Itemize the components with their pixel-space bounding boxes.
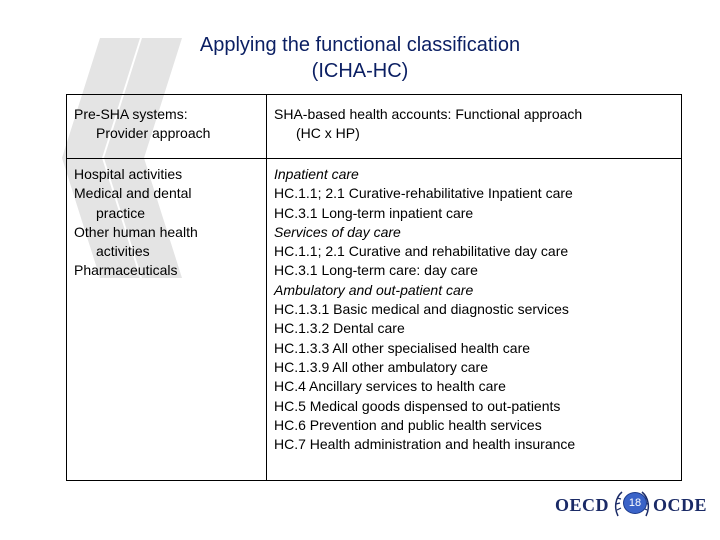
classification-table: [66, 94, 682, 481]
title-line-2: (ICHA-HC): [311, 60, 409, 82]
function-item: HC.4 Ancillary services to health care: [274, 378, 506, 395]
function-category: Inpatient care: [274, 166, 359, 182]
function-list-cell: [267, 159, 682, 481]
function-item: HC.1.1; 2.1 Curative-rehabilitative Inpatient care: [274, 185, 573, 202]
function-item: HC.6 Prevention and public health services: [274, 416, 542, 433]
sha-header-title: SHA-based health accounts: Functional approach: [274, 106, 583, 122]
function-item: HC.1.3.3 All other specialised health care: [274, 339, 531, 356]
function-item: HC.5 Medical goods dispensed to out-patients: [274, 397, 561, 414]
provider-item: Other human health: [74, 223, 198, 240]
function-item: HC.1.1; 2.1 Curative and rehabilitative day care: [274, 243, 569, 260]
provider-item: Pharmaceuticals: [74, 262, 178, 279]
sha-header-cell: [267, 95, 682, 159]
logo-text-ocde: OCDE: [653, 495, 708, 515]
table-header-row: [67, 95, 682, 159]
logo-text-oecd: OECD: [555, 495, 610, 515]
page-number-badge: 18: [623, 492, 647, 514]
title-line-1: Applying the functional classification: [199, 34, 521, 56]
provider-item: Medical and dental: [74, 185, 192, 202]
pre-sha-header-cell: [67, 95, 267, 159]
function-item: HC.3.1 Long-term care: day care: [274, 262, 478, 279]
function-category: Services of day care: [274, 223, 401, 240]
table-body-row: [67, 159, 682, 481]
function-item: HC.1.3.9 All other ambulatory care: [274, 358, 488, 375]
pre-sha-header-subtitle: Provider approach: [96, 125, 211, 142]
sha-header-subtitle: (HC x HP): [296, 125, 360, 142]
function-category: Ambulatory and out-patient care: [274, 281, 474, 298]
function-item: HC.7 Health administration and health insurance: [274, 436, 576, 453]
oecd-footer-logo: [555, 490, 708, 518]
function-item: HC.3.1 Long-term inpatient care: [274, 204, 474, 221]
pre-sha-header-title: Pre-SHA systems:: [74, 106, 188, 122]
provider-item: practice: [96, 204, 146, 221]
provider-list-cell: [67, 159, 267, 481]
function-item: HC.1.3.1 Basic medical and diagnostic services: [274, 301, 569, 318]
slide-title: [0, 32, 720, 84]
provider-item: Hospital activities: [74, 166, 183, 182]
provider-item: activities: [96, 243, 150, 260]
function-item: HC.1.3.2 Dental care: [274, 320, 405, 337]
